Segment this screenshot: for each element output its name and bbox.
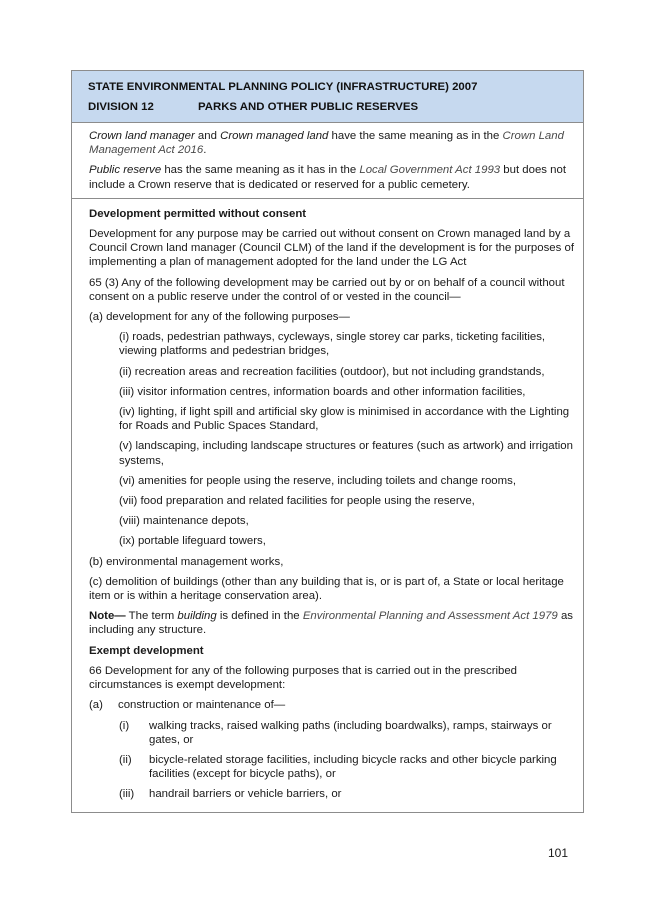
act-reference: Local Government Act 1993 — [359, 164, 501, 177]
list-item: (v) landscaping, including landscape structures or features (such as artwork) and irrigation systems, — [119, 440, 573, 467]
list-item: (ix) portable lifeguard towers, — [119, 535, 266, 548]
text: . — [203, 144, 207, 157]
text: but does not include a Crown reserve that is dedicated or reserved for a public cemetery. — [89, 164, 567, 191]
item-text: walking tracks, raised walking paths (including boardwalks), ramps, stairways or gates, or — [149, 719, 552, 746]
section-heading-without-consent: Development permitted without consent — [89, 207, 307, 220]
subclause-b: (b) environmental management works, — [89, 555, 284, 568]
list-item — [89, 787, 575, 801]
list-item: (vi) amenities for people using the reserve, including toilets and change rooms, — [119, 474, 516, 487]
subclause-a: (a) development for any of the following purposes— — [89, 311, 350, 324]
division-number: DIVISION 12 — [88, 101, 154, 113]
definition-crown-land — [89, 129, 575, 157]
clause-65-3: 65 (3) Any of the following development may be carried out by or on behalf of a council without consent on a public reserve under the control of or vested in the council— — [89, 276, 565, 303]
list-item: (vii) food preparation and related facilities for people using the reserve, — [119, 495, 475, 508]
text: The term — [125, 610, 178, 623]
list-item — [89, 719, 575, 747]
definitions-section — [72, 123, 583, 199]
text: have the same meaning as in the — [328, 130, 503, 142]
item-text: handrail barriers or vehicle barriers, or — [149, 788, 342, 801]
text: has the same meaning as it has in the — [161, 164, 360, 177]
policy-title: STATE ENVIRONMENTAL PLANNING POLICY (INFRASTRUCTURE) 2007 — [88, 81, 478, 93]
act-reference: Crown Land Management Act 2016 — [89, 130, 564, 157]
term: Public reserve — [89, 164, 162, 177]
list-item: (i) roads, pedestrian pathways, cycleways, single storey car parks, ticketing facilities, viewing platforms and pedestrian bridges, — [119, 331, 546, 358]
list-item: (iv) lighting, if light spill and artificial sky glow is minimised in accordance with the Lighting for Roads and Public Spaces Standard, — [119, 406, 570, 433]
item-label: (i) — [119, 719, 130, 732]
note-label: Note— — [89, 610, 126, 623]
term: building — [177, 610, 217, 623]
clause-66: 66 Development for any of the following purposes that is carried out in the prescribed circumstances is exempt development: — [89, 664, 518, 692]
division-title: PARKS AND OTHER PUBLIC RESERVES — [198, 101, 419, 113]
list-item — [89, 753, 575, 781]
list-item: (iii) visitor information centres, information boards and other information facilities, — [119, 385, 526, 398]
item-label: (ii) — [119, 753, 132, 766]
item-label: (a) — [89, 699, 103, 712]
table-header — [72, 71, 583, 123]
item-label: (iii) — [119, 788, 135, 801]
provisions-section — [72, 199, 583, 812]
subclause-c: (c) demolition of buildings (other than any building that is, or is part of, a State or local heritage item or is within a heritage conservation area). — [89, 575, 564, 603]
act-reference: Environmental Planning and Assessment Act 1979 — [302, 610, 558, 623]
section-heading-exempt: Exempt development — [89, 644, 204, 657]
term: Crown managed land — [220, 130, 329, 142]
page-number: 101 — [548, 846, 569, 860]
item-text: bicycle-related storage facilities, including bicycle racks and other bicycle parking facilities (except for bicycle paths), or — [149, 753, 557, 781]
intro-paragraph: Development for any purpose may be carried out without consent on Crown managed land by a Council Crown land manager (Council CLM) of the land if the development is for the purposes of implementing a plan of management adopted for the land under the LG Act — [89, 228, 574, 269]
subclause-a-exempt — [89, 698, 575, 712]
note — [89, 609, 575, 637]
division-heading — [88, 97, 575, 117]
term: Crown land manager — [89, 130, 195, 142]
text: as including any structure. — [89, 610, 573, 637]
list-item: (ii) recreation areas and recreation facilities (outdoor), but not including grandstands, — [119, 365, 545, 378]
text: is defined in the — [216, 610, 303, 623]
item-text: construction or maintenance of— — [118, 699, 286, 712]
policy-table — [71, 70, 584, 813]
text: and — [194, 130, 221, 142]
definition-public-reserve — [89, 163, 575, 191]
list-item: (viii) maintenance depots, — [119, 515, 249, 528]
